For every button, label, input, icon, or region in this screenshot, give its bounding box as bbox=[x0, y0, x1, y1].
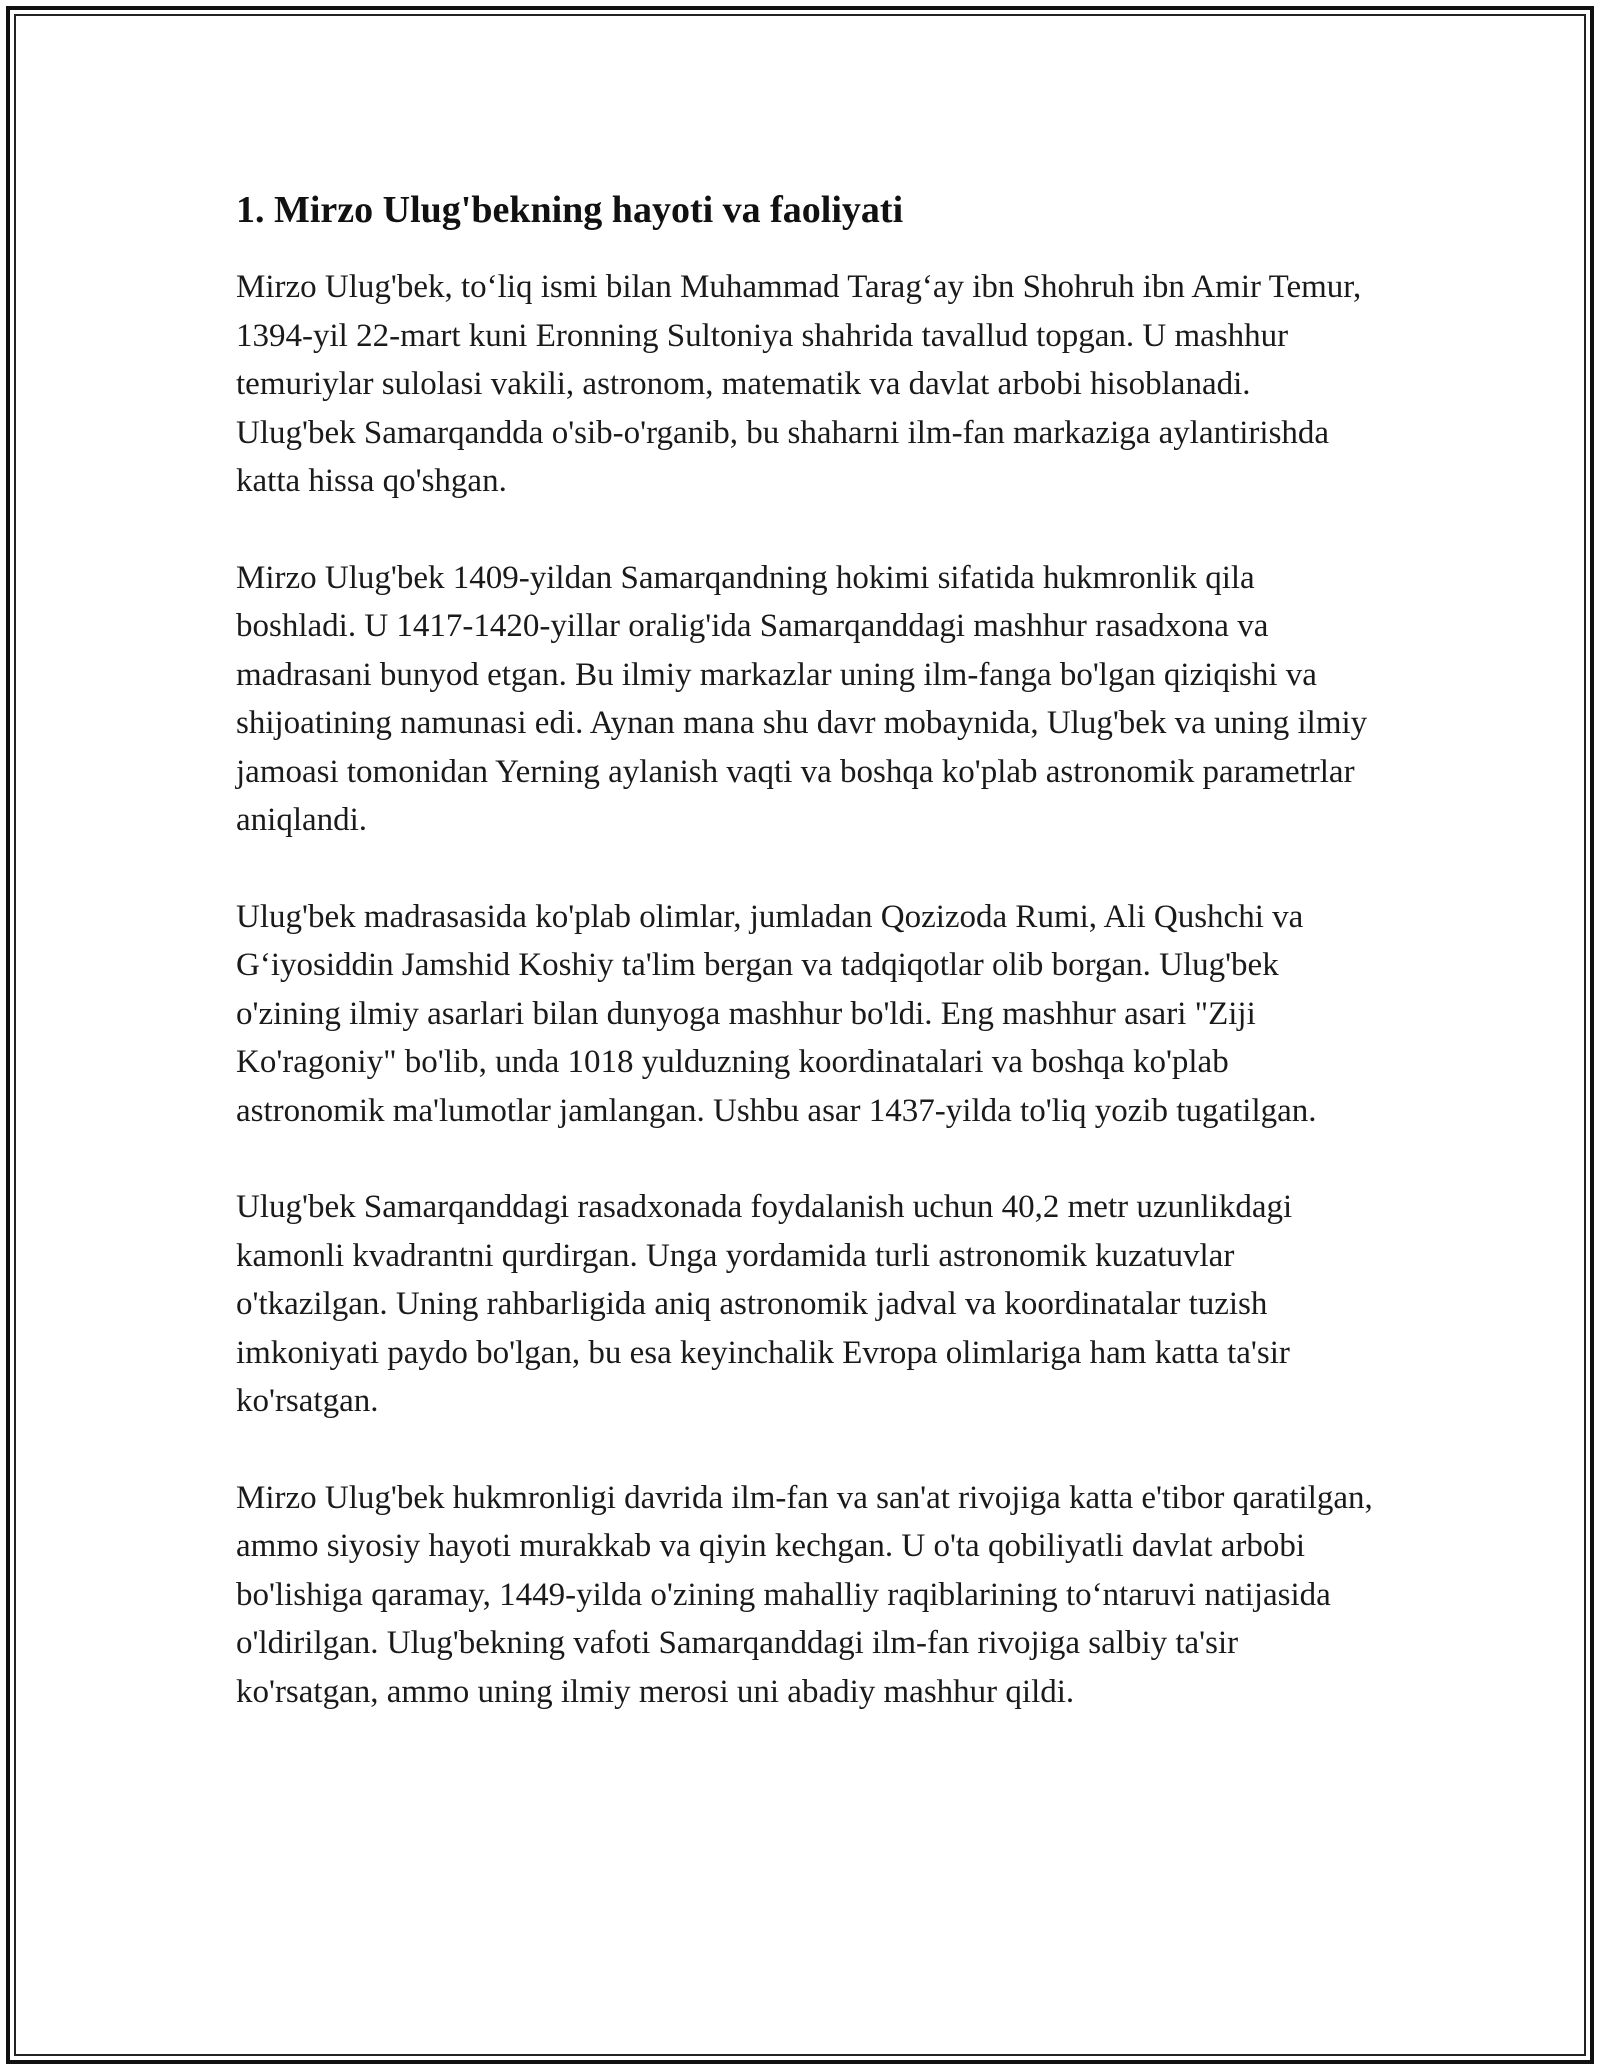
paragraph-biography: Mirzo Ulug'bek, to‘liq ismi bilan Muhammad Tarag‘ay ibn Shohruh ibn Amir Temur, 1394-yil 22-mart kuni Eronning Sultoniya shahrida tavallud topgan. U mashhur temuriylar sulolasi vakili, astronom, matematik va davlat arbobi hisoblanadi. Ulug'bek Samarqandda o'sib-o'rganib, bu shaharni ilm-fan markaziga aylantirishda katta hissa qo'shgan. bbox=[236, 269, 1362, 499]
section-heading: 1. Mirzo Ulug'bekning hayoti va faoliyati bbox=[236, 189, 904, 231]
document-body bbox=[236, 185, 1376, 1764]
paragraph-quadrant: Ulug'bek Samarqanddagi rasadxonada foydalanish uchun 40,2 metr uzunlikdagi kamonli kvadrantni qurdirgan. Unga yordamida turli astronomik kuzatuvlar o'tkazilgan. Uning rahbarligida aniq astronomik jadval va koordinatalar tuzish imkoniyati paydo bo'lgan, bu esa keyinchalik Evropa olimlariga ham katta ta'sir ko'rsatgan. bbox=[236, 1189, 1293, 1419]
paragraph-legacy: Mirzo Ulug'bek hukmronligi davrida ilm-fan va san'at rivojiga katta e'tibor qaratilgan, ammo siyosiy hayoti murakkab va qiyin kechgan. U o'ta qobiliyatli davlat arbobi bo'lishiga qaramay, 1449-yilda o'zining mahalliy raqiblarining to‘ntaruvi natijasida o'ldirilgan. Ulug'bekning vafoti Samarqanddagi ilm-fan rivojiga salbiy ta'sir ko'rsatgan, ammo uning ilmiy merosi uni abadiy mashhur qildi. bbox=[236, 1479, 1373, 1710]
paragraph-scholars-zij: Ulug'bek madrasasida ko'plab olimlar, jumladan Qozizoda Rumi, Ali Qushchi va G‘iyosiddin Jamshid Koshiy ta'lim bergan va tadqiqotlar olib borgan. Ulug'bek o'zining ilmiy asarlari bilan dunyoga mashhur bo'ldi. Eng mashhur asari "Ziji Ko'ragoniy" bo'lib, unda 1018 yulduzning koordinatalari va boshqa ko'plab astronomik ma'lumotlar jamlangan. Ushbu asar 1437-yilda to'liq yozib tugatilgan. bbox=[236, 898, 1317, 1129]
paragraph-rule-observatory: Mirzo Ulug'bek 1409-yildan Samarqandning hokimi sifatida hukmronlik qila boshladi. U 1417-1420-yillar oralig'ida Samarqanddagi mashhur rasadxona va madrasani bunyod etgan. Bu ilmiy markazlar uning ilm-fanga bo'lgan qiziqishi va shijoatining namunasi edi. Aynan mana shu davr mobaynida, Ulug'bek va uning ilmiy jamoasi tomonidan Yerning aylanish vaqti va boshqa ko'plab astronomik parametrlar aniqlandi. bbox=[236, 559, 1368, 838]
